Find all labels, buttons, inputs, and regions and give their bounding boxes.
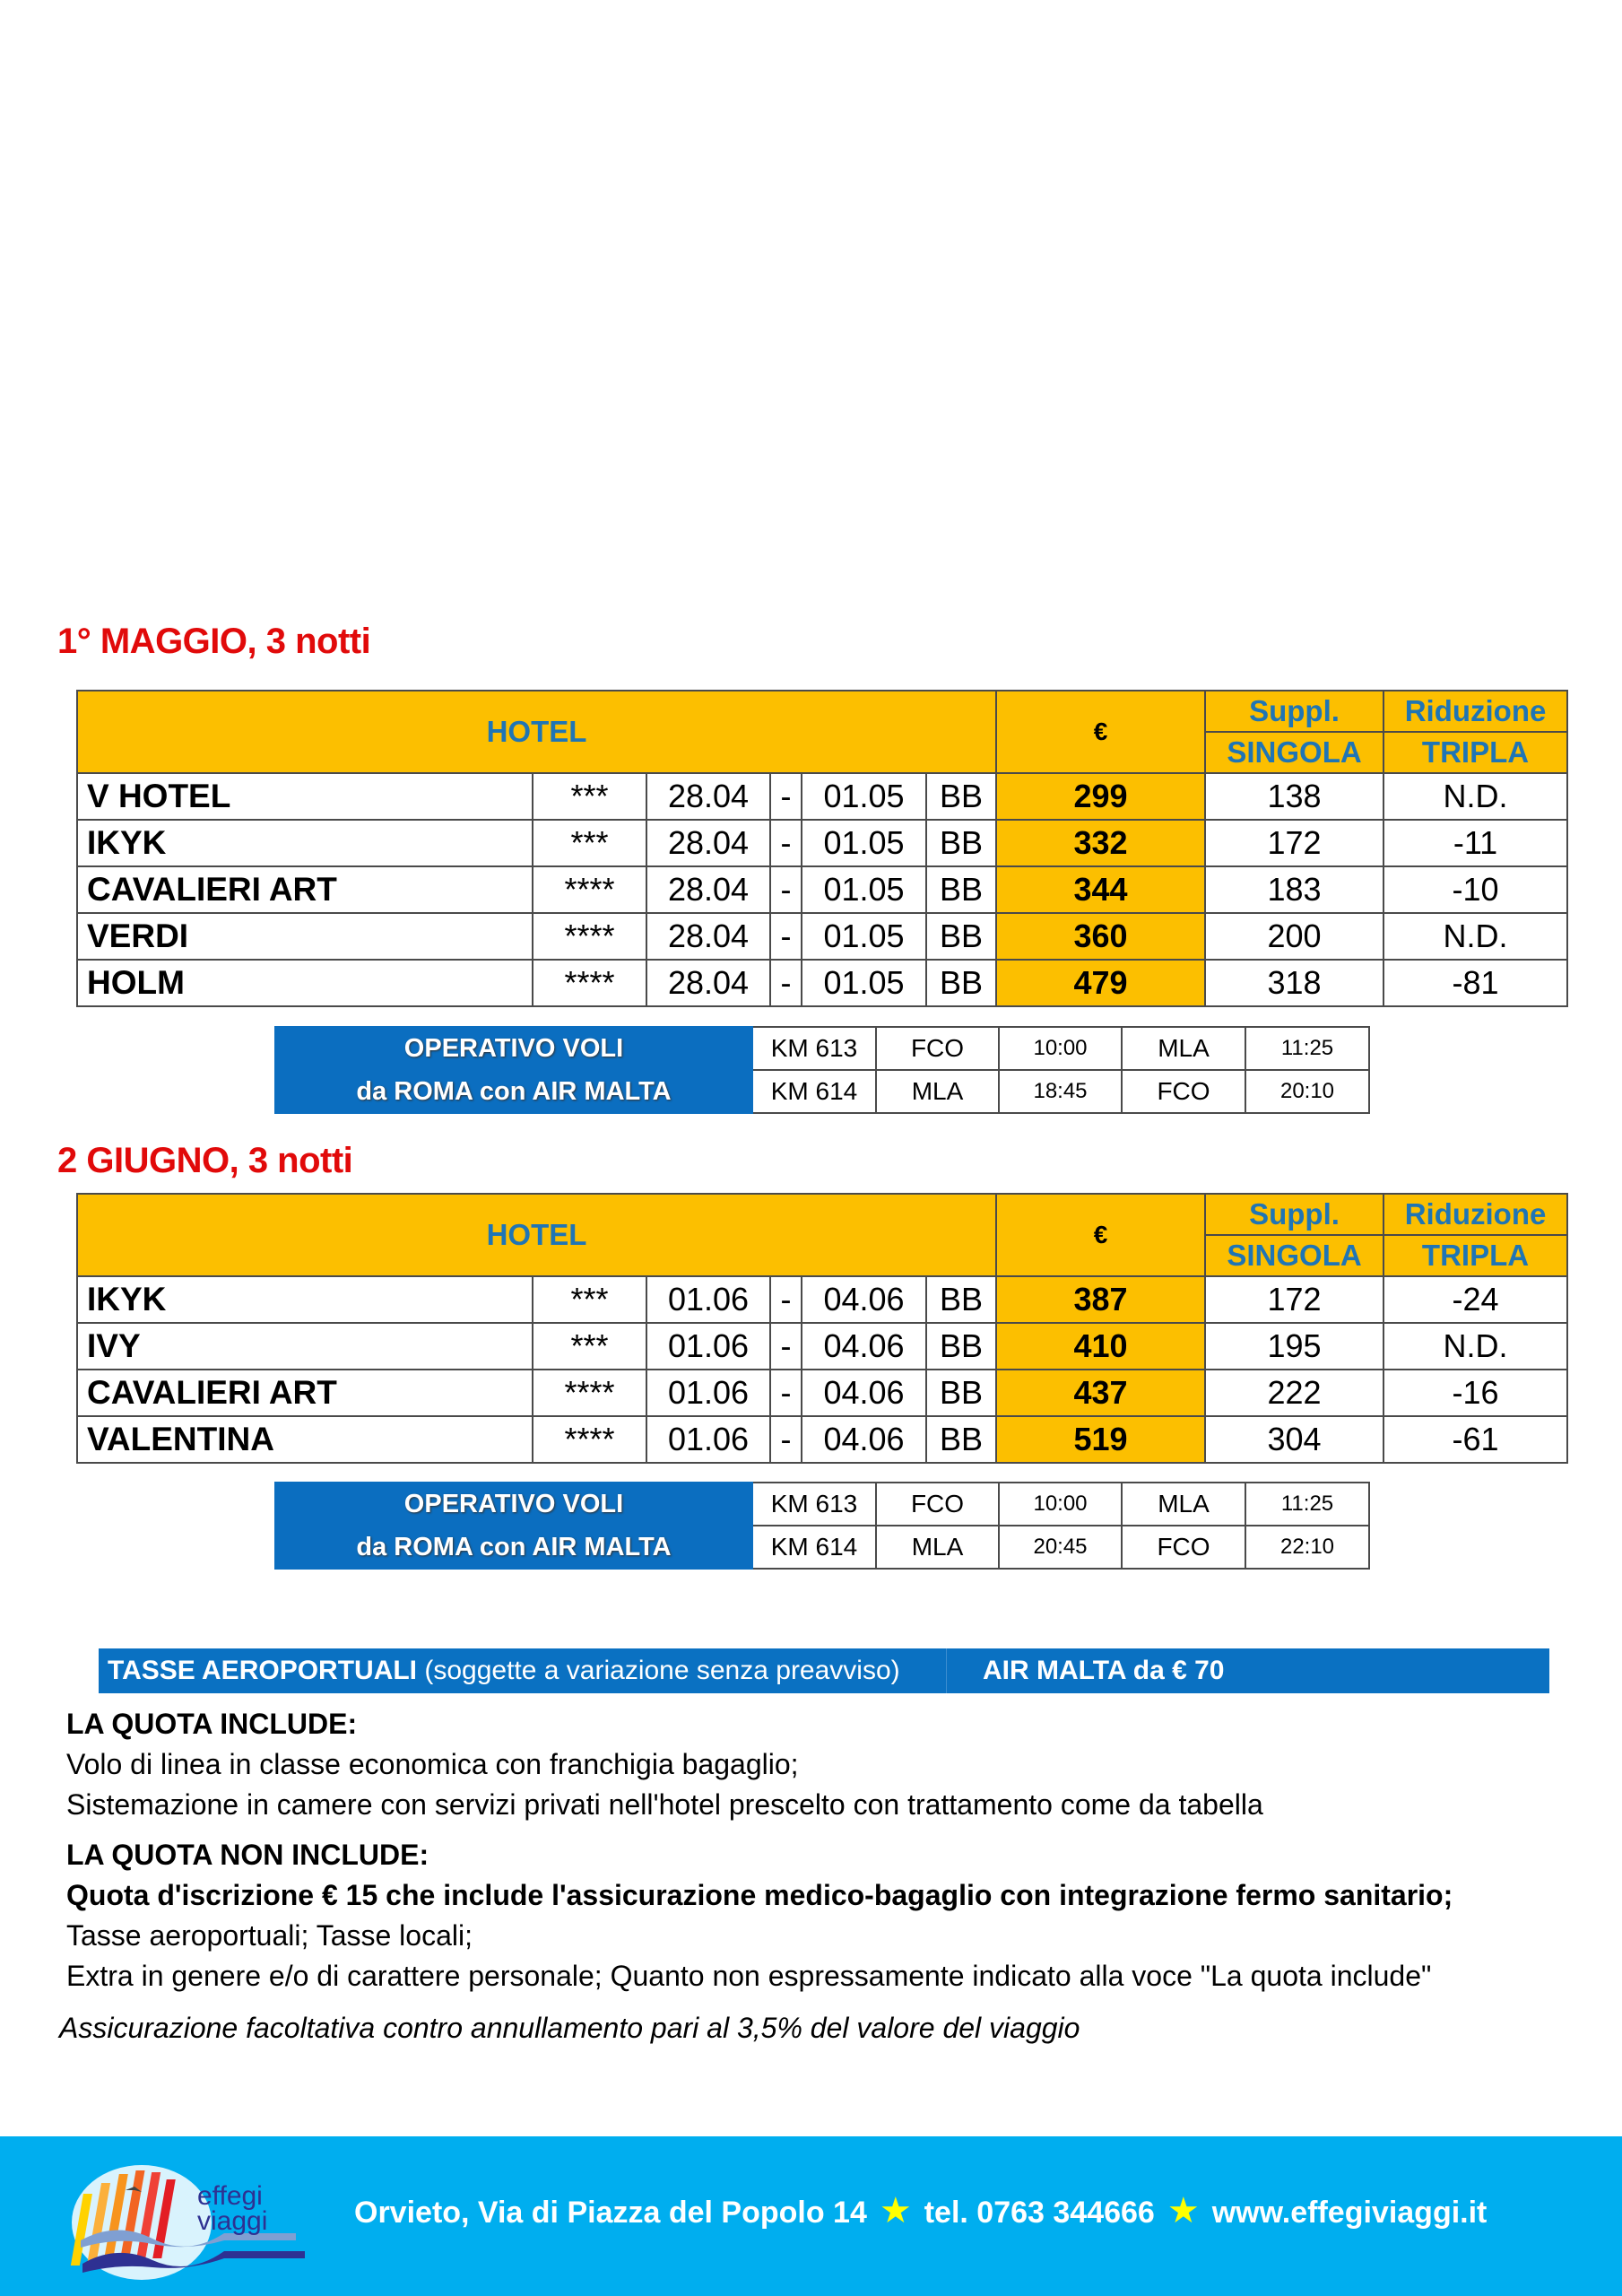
- single-supplement: 172: [1205, 820, 1383, 866]
- single-supplement: 138: [1205, 773, 1383, 820]
- includes-heading: LA QUOTA INCLUDE:: [66, 1708, 358, 1740]
- includes-item: Volo di linea in classe economica con franchigia bagaglio;: [66, 1748, 799, 1780]
- price-table-giugno: [76, 1193, 1568, 1464]
- hotel-row: [77, 1370, 1567, 1416]
- hotel-stars: ****: [533, 1370, 646, 1416]
- hotel-row: [77, 1323, 1567, 1370]
- departure-time: 18:45: [999, 1070, 1122, 1113]
- excludes-item: Tasse aeroportuali; Tasse locali;: [66, 1919, 473, 1952]
- date-separator: -: [770, 773, 802, 820]
- flight-row: [275, 1027, 1369, 1070]
- excludes-item: Extra in genere e/o di carattere personale; Quanto non espressamente indicato alla voce "La quota include": [66, 1960, 1432, 1992]
- header-tripla-top: Riduzione: [1383, 1194, 1567, 1235]
- hotel-name: HOLM: [77, 960, 533, 1006]
- date-to: 01.05: [802, 960, 926, 1006]
- flights-label-title: OPERATIVO VOLI: [275, 1027, 752, 1070]
- date-to: 04.06: [802, 1276, 926, 1323]
- star-icon: ★: [879, 2191, 912, 2231]
- hotel-name: IKYK: [77, 1276, 533, 1323]
- footer-phone: tel. 0763 344666: [924, 2196, 1155, 2230]
- hotel-row: [77, 820, 1567, 866]
- flights-label-subtitle: da ROMA con AIR MALTA: [275, 1070, 752, 1113]
- date-from: 28.04: [646, 820, 770, 866]
- board-type: BB: [926, 1323, 996, 1370]
- date-to: 01.05: [802, 820, 926, 866]
- date-to: 01.05: [802, 773, 926, 820]
- flight-row: [275, 1070, 1369, 1113]
- triple-reduction: -24: [1383, 1276, 1567, 1323]
- airport-taxes-bar: [99, 1648, 1549, 1693]
- includes-block: [66, 1704, 1263, 1825]
- header-tripla-bottom: TRIPLA: [1383, 732, 1567, 773]
- triple-reduction: -10: [1383, 866, 1567, 913]
- arrival-time: 11:25: [1245, 1027, 1369, 1070]
- star-icon: ★: [1167, 2191, 1200, 2231]
- date-separator: -: [770, 866, 802, 913]
- board-type: BB: [926, 773, 996, 820]
- header-singola-bottom: SINGOLA: [1205, 732, 1383, 773]
- effegi-viaggi-logo: [63, 2158, 332, 2283]
- price: 360: [996, 913, 1205, 960]
- price: 332: [996, 820, 1205, 866]
- price: 437: [996, 1370, 1205, 1416]
- arrival-airport: FCO: [1122, 1070, 1245, 1113]
- departure-time: 10:00: [999, 1483, 1122, 1526]
- flight-number: KM 614: [752, 1070, 876, 1113]
- hotel-stars: ***: [533, 1323, 646, 1370]
- single-supplement: 200: [1205, 913, 1383, 960]
- footer-website[interactable]: www.effegiviaggi.it: [1211, 2196, 1488, 2230]
- hotel-name: CAVALIERI ART: [77, 1370, 533, 1416]
- insurance-note: Assicurazione facoltativa contro annullamento pari al 3,5% del valore del viaggio: [59, 2012, 1080, 2044]
- excludes-item-registration: Quota d'iscrizione € 15 che include l'assicurazione medico-bagaglio con integrazione fermo sanitario;: [66, 1879, 1453, 1911]
- hotel-row: [77, 1276, 1567, 1323]
- hotel-stars: ***: [533, 820, 646, 866]
- date-to: 01.05: [802, 913, 926, 960]
- date-separator: -: [770, 1276, 802, 1323]
- header-singola-top: Suppl.: [1205, 691, 1383, 732]
- header-price: €: [996, 691, 1205, 773]
- header-hotel: HOTEL: [77, 1194, 996, 1276]
- triple-reduction: N.D.: [1383, 773, 1567, 820]
- price: 519: [996, 1416, 1205, 1463]
- hotel-stars: ****: [533, 1416, 646, 1463]
- triple-reduction: N.D.: [1383, 913, 1567, 960]
- hotel-row: [77, 960, 1567, 1006]
- logo-text-viaggi: viaggi: [197, 2206, 268, 2236]
- header-hotel: HOTEL: [77, 691, 996, 773]
- hotel-stars: ****: [533, 866, 646, 913]
- hotel-row: [77, 913, 1567, 960]
- flight-number: KM 613: [752, 1483, 876, 1526]
- departure-time: 20:45: [999, 1526, 1122, 1569]
- arrival-airport: MLA: [1122, 1027, 1245, 1070]
- includes-item: Sistemazione in camere con servizi privati nell'hotel prescelto con trattamento come da tabella: [66, 1788, 1263, 1821]
- triple-reduction: -11: [1383, 820, 1567, 866]
- flight-number: KM 614: [752, 1526, 876, 1569]
- date-from: 01.06: [646, 1276, 770, 1323]
- date-from: 28.04: [646, 960, 770, 1006]
- flight-row: [275, 1483, 1369, 1526]
- hotel-stars: ***: [533, 773, 646, 820]
- date-separator: -: [770, 1370, 802, 1416]
- footer: [0, 2136, 1622, 2296]
- header-tripla-top: Riduzione: [1383, 691, 1567, 732]
- arrival-airport: FCO: [1122, 1526, 1245, 1569]
- board-type: BB: [926, 913, 996, 960]
- board-type: BB: [926, 820, 996, 866]
- single-supplement: 183: [1205, 866, 1383, 913]
- board-type: BB: [926, 1416, 996, 1463]
- price: 479: [996, 960, 1205, 1006]
- single-supplement: 195: [1205, 1323, 1383, 1370]
- flights-table-maggio: [274, 1026, 1370, 1114]
- date-to: 01.05: [802, 866, 926, 913]
- departure-airport: FCO: [876, 1483, 999, 1526]
- hotel-name: IKYK: [77, 820, 533, 866]
- triple-reduction: -16: [1383, 1370, 1567, 1416]
- date-to: 04.06: [802, 1416, 926, 1463]
- single-supplement: 304: [1205, 1416, 1383, 1463]
- triple-reduction: N.D.: [1383, 1323, 1567, 1370]
- taxes-label: TASSE AEROPORTUALI: [108, 1656, 418, 1685]
- arrival-time: 11:25: [1245, 1483, 1369, 1526]
- date-separator: -: [770, 913, 802, 960]
- hotel-stars: ****: [533, 913, 646, 960]
- departure-airport: MLA: [876, 1526, 999, 1569]
- hotel-stars: ****: [533, 960, 646, 1006]
- arrival-time: 20:10: [1245, 1070, 1369, 1113]
- hotel-name: VERDI: [77, 913, 533, 960]
- departure-airport: FCO: [876, 1027, 999, 1070]
- hotel-row: [77, 866, 1567, 913]
- hotel-stars: ***: [533, 1276, 646, 1323]
- taxes-value: AIR MALTA da € 70: [983, 1656, 1225, 1685]
- price: 299: [996, 773, 1205, 820]
- flight-row: [275, 1526, 1369, 1569]
- hotel-name: V HOTEL: [77, 773, 533, 820]
- triple-reduction: -81: [1383, 960, 1567, 1006]
- header-price: €: [996, 1194, 1205, 1276]
- header-singola-top: Suppl.: [1205, 1194, 1383, 1235]
- arrival-airport: MLA: [1122, 1483, 1245, 1526]
- date-from: 28.04: [646, 773, 770, 820]
- hotel-row: [77, 773, 1567, 820]
- date-separator: -: [770, 960, 802, 1006]
- price: 410: [996, 1323, 1205, 1370]
- taxes-note: (soggette a variazione senza preavviso): [417, 1656, 900, 1685]
- date-separator: -: [770, 1323, 802, 1370]
- date-from: 28.04: [646, 866, 770, 913]
- hotel-name: IVY: [77, 1323, 533, 1370]
- date-to: 04.06: [802, 1370, 926, 1416]
- header-singola-bottom: SINGOLA: [1205, 1235, 1383, 1276]
- footer-contact: [354, 2190, 1487, 2231]
- board-type: BB: [926, 1370, 996, 1416]
- price: 387: [996, 1276, 1205, 1323]
- single-supplement: 318: [1205, 960, 1383, 1006]
- hotel-row: [77, 1416, 1567, 1463]
- board-type: BB: [926, 866, 996, 913]
- single-supplement: 222: [1205, 1370, 1383, 1416]
- date-from: 01.06: [646, 1370, 770, 1416]
- departure-time: 10:00: [999, 1027, 1122, 1070]
- single-supplement: 172: [1205, 1276, 1383, 1323]
- section-title-giugno: 2 GIUGNO, 3 notti: [57, 1141, 353, 1180]
- hotel-name: VALENTINA: [77, 1416, 533, 1463]
- excludes-heading: LA QUOTA NON INCLUDE:: [66, 1839, 429, 1871]
- footer-address: Orvieto, Via di Piazza del Popolo 14: [354, 2196, 867, 2230]
- date-from: 01.06: [646, 1416, 770, 1463]
- arrival-time: 22:10: [1245, 1526, 1369, 1569]
- board-type: BB: [926, 1276, 996, 1323]
- date-from: 01.06: [646, 1323, 770, 1370]
- logo-text-effegi: effegi: [197, 2181, 263, 2211]
- board-type: BB: [926, 960, 996, 1006]
- flight-number: KM 613: [752, 1027, 876, 1070]
- date-separator: -: [770, 820, 802, 866]
- excludes-block: [66, 1835, 1453, 1996]
- flights-label-title: OPERATIVO VOLI: [275, 1483, 752, 1526]
- date-to: 04.06: [802, 1323, 926, 1370]
- price: 344: [996, 866, 1205, 913]
- departure-airport: MLA: [876, 1070, 999, 1113]
- date-separator: -: [770, 1416, 802, 1463]
- section-title-maggio: 1° MAGGIO, 3 notti: [57, 622, 371, 661]
- triple-reduction: -61: [1383, 1416, 1567, 1463]
- header-tripla-bottom: TRIPLA: [1383, 1235, 1567, 1276]
- hotel-name: CAVALIERI ART: [77, 866, 533, 913]
- flights-table-giugno: [274, 1482, 1370, 1570]
- price-table-maggio: [76, 690, 1568, 1007]
- flights-label-subtitle: da ROMA con AIR MALTA: [275, 1526, 752, 1569]
- date-from: 28.04: [646, 913, 770, 960]
